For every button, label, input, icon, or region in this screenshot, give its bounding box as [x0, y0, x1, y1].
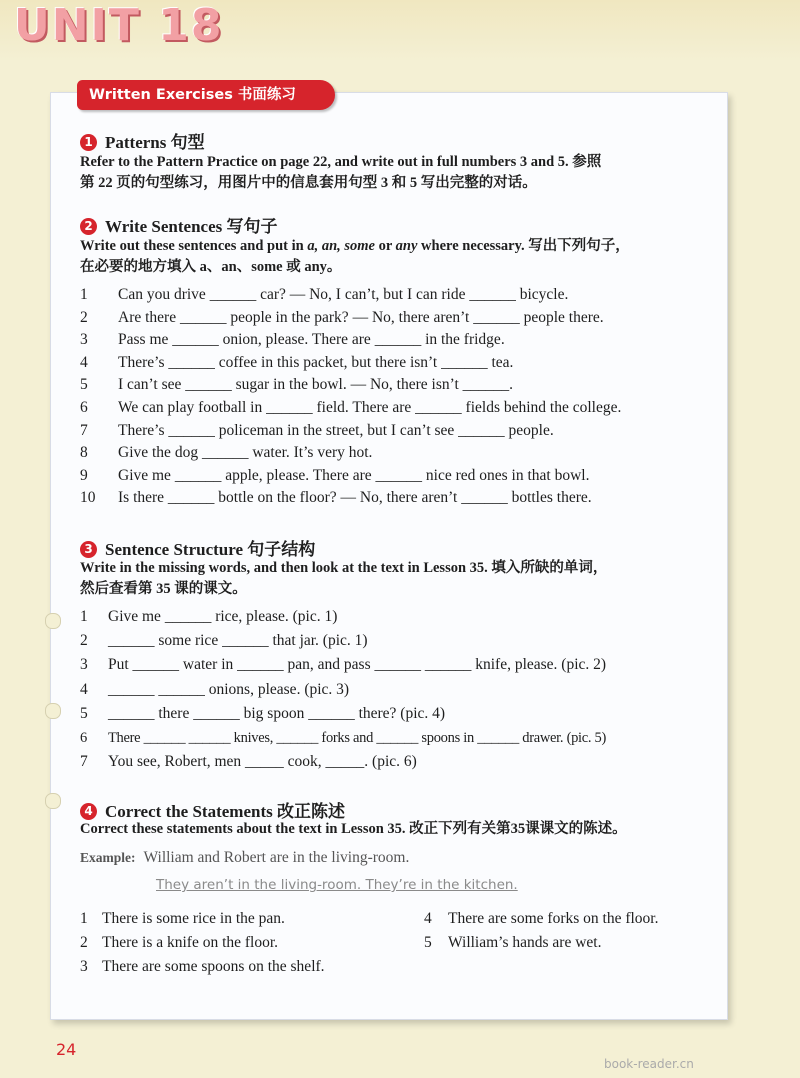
item-text: Are there ______ people in the park? — No, there aren’t ______ people there.	[118, 308, 604, 326]
list-item	[80, 931, 325, 955]
item-text: We can play football in ______ field. There are ______ fields behind the college.	[118, 398, 622, 416]
item-text: ______ some rice ______ that jar. (pic. 1)	[108, 632, 368, 650]
item-number: 7	[80, 421, 88, 439]
instruction-line: Refer to the Pattern Practice on page 22, and write out in full numbers 3 and 5. 参照	[80, 154, 602, 170]
instr-part: where necessary. 写出下列句子，	[417, 238, 630, 254]
list-item	[80, 352, 621, 375]
list-item	[80, 726, 606, 750]
binder-hole	[45, 793, 61, 809]
list-item	[80, 907, 325, 931]
instruction-line: 在必要的地方填入 a、an、some 或 any。	[80, 259, 342, 275]
list-item	[80, 955, 325, 979]
instruction-line: Correct these statements about the text in Lesson 35. 改正下列有关第35课课文的陈述。	[80, 821, 627, 837]
item-number: 9	[80, 466, 88, 484]
section-title: Sentence Structure 句子结构	[105, 540, 316, 559]
item-number: 3	[80, 958, 88, 975]
section-title: Correct the Statements 改正陈述	[105, 802, 345, 821]
list-item	[80, 605, 606, 629]
section-3-heading	[80, 535, 315, 560]
item-number: 3	[80, 331, 88, 349]
binder-hole	[45, 613, 61, 629]
item-text: Can you drive ______ car? — No, I can’t, but I can ride ______ bicycle.	[118, 286, 569, 303]
page-number: 24	[56, 1040, 77, 1059]
handwritten-answer: They aren’t in the living-room. They’re in the kitchen.	[156, 877, 518, 893]
section-1-instructions	[80, 152, 730, 194]
unit-title: UNIT 18	[14, 0, 224, 51]
section-1-heading	[80, 128, 205, 153]
section-number-badge: 1	[80, 134, 97, 151]
item-number: 7	[80, 753, 88, 771]
list-item	[424, 931, 658, 955]
section-2-heading	[80, 212, 278, 237]
instr-part: a, an, some	[307, 238, 375, 254]
list-item	[80, 702, 606, 726]
list-item	[80, 629, 606, 653]
item-number: 3	[80, 656, 88, 674]
item-number: 2	[80, 308, 88, 326]
item-text: Put ______ water in ______ pan, and pass ______ ______ knife, please. (pic. 2)	[108, 656, 607, 674]
instruction-line	[80, 236, 730, 257]
section-4-instructions	[80, 819, 730, 840]
item-number: 1	[80, 910, 88, 927]
written-exercises-tag: Written Exercises 书面练习	[77, 80, 335, 110]
list-item	[80, 678, 606, 702]
item-text: ______ there ______ big spoon ______ there? (pic. 4)	[108, 704, 446, 722]
section-3-list	[80, 605, 606, 774]
item-number: 10	[80, 489, 96, 507]
section-3-instructions	[80, 558, 730, 600]
item-text: There are some forks on the floor.	[448, 910, 659, 927]
item-number: 4	[424, 910, 432, 927]
item-text: Pass me ______ onion, please. There are ______ in the fridge.	[118, 331, 505, 349]
item-number: 8	[80, 444, 88, 462]
item-number: 6	[80, 729, 87, 746]
item-text: There is some rice in the pan.	[102, 910, 285, 927]
section-title: Patterns 句型	[105, 133, 205, 152]
section-2-instructions	[80, 236, 730, 278]
list-item	[80, 442, 621, 465]
example-text: William and Robert are in the living-room.	[143, 849, 410, 866]
item-text: There’s ______ coffee in this packet, but there isn’t ______ tea.	[118, 353, 514, 371]
item-number: 1	[80, 608, 88, 625]
list-item	[80, 750, 606, 774]
example-block	[80, 849, 409, 867]
list-item	[80, 329, 621, 352]
watermark: book-reader.cn	[604, 1057, 694, 1071]
item-text: ______ ______ onions, please. (pic. 3)	[108, 680, 350, 698]
list-item	[80, 465, 621, 488]
example-label: Example:	[80, 850, 136, 865]
section-4-right-list	[424, 907, 658, 955]
item-number: 2	[80, 934, 88, 951]
item-text: You see, Robert, men _____ cook, _____. (pic. 6)	[108, 753, 417, 771]
list-item	[80, 307, 621, 330]
instr-part: any	[395, 238, 418, 254]
item-text: Is there ______ bottle on the floor? — No, there aren’t ______ bottles there.	[118, 489, 592, 507]
item-text: There are some spoons on the shelf.	[102, 958, 325, 975]
item-number: 4	[80, 353, 88, 371]
item-text: I can’t see ______ sugar in the bowl. — No, there isn’t ______.	[118, 376, 514, 394]
section-title: Write Sentences 写句子	[105, 217, 278, 236]
instruction-line: Write in the missing words, and then look at the text in Lesson 35. 填入所缺的单词，	[80, 560, 608, 576]
list-item	[80, 420, 621, 443]
item-number: 5	[80, 376, 88, 394]
instr-part: Write out these sentences and put in	[80, 238, 308, 254]
item-text: Give me ______ apple, please. There are ______ nice red ones in that bowl.	[118, 466, 590, 484]
section-number-badge: 4	[80, 803, 97, 820]
item-text: Give me ______ rice, please. (pic. 1)	[108, 608, 338, 625]
item-text: Give the dog ______ water. It’s very hot.	[118, 444, 373, 462]
section-number-badge: 3	[80, 541, 97, 558]
instr-part: or	[374, 238, 396, 254]
item-text: There is a knife on the floor.	[102, 934, 279, 951]
instruction-line: 然后查看第 35 课的课文。	[80, 581, 247, 597]
section-4-left-list	[80, 907, 325, 979]
item-number: 4	[80, 680, 88, 698]
binder-hole	[45, 703, 61, 719]
list-item	[80, 397, 621, 420]
list-item	[80, 284, 621, 307]
section-number-badge: 2	[80, 218, 97, 235]
instruction-line: 第 22 页的句型练习，用图片中的信息套用句型 3 和 5 写出完整的对话。	[80, 175, 537, 191]
list-item	[80, 374, 621, 397]
item-number: 2	[80, 632, 88, 650]
item-number: 5	[424, 934, 432, 951]
item-text: There ______ ______ knives, ______ forks and ______ spoons in ______ drawer. (pic. 5)	[108, 729, 607, 746]
item-number: 5	[80, 704, 88, 722]
section-2-list	[80, 284, 621, 510]
example-answer	[156, 876, 518, 894]
item-number: 6	[80, 398, 88, 416]
item-text: William’s hands are wet.	[448, 934, 602, 951]
item-text: There’s ______ policeman in the street, but I can’t see ______ people.	[118, 421, 554, 439]
list-item	[80, 653, 606, 677]
list-item	[424, 907, 658, 931]
list-item	[80, 487, 621, 510]
item-number: 1	[80, 286, 88, 303]
